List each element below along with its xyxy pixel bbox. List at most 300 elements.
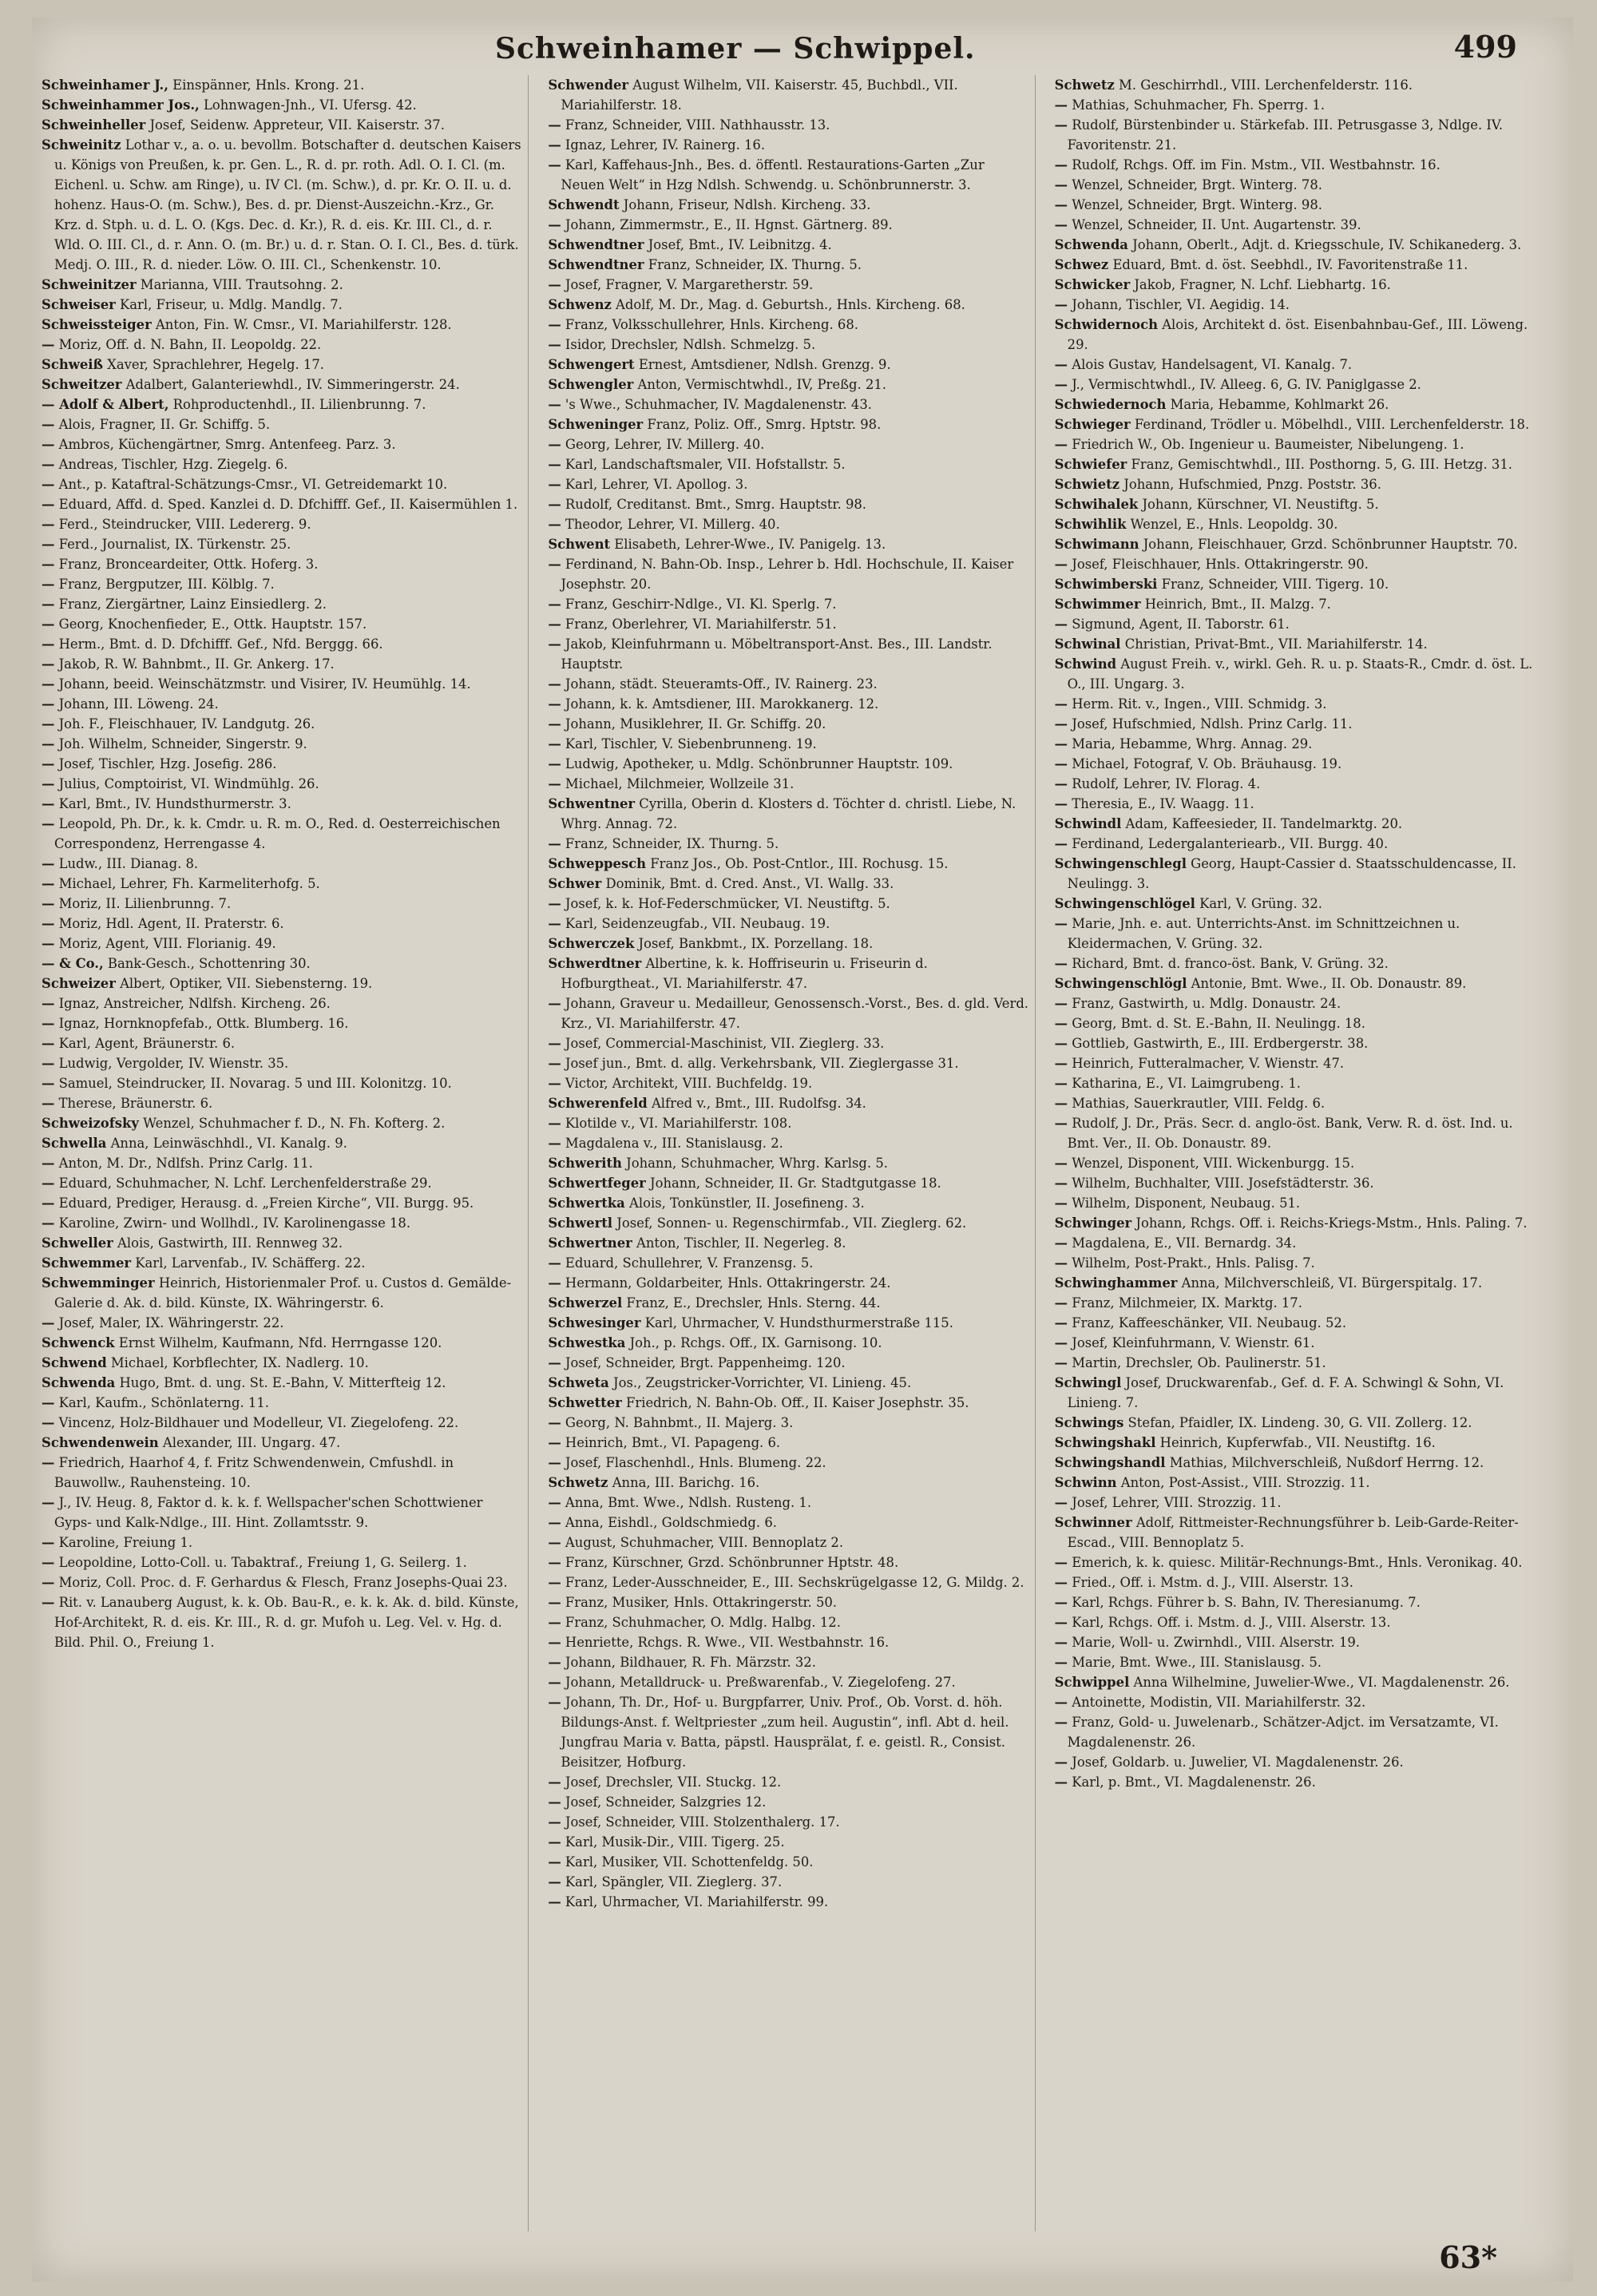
entry-details: Anton, M. Dr., Ndlfsh. Prinz Carlg. 11. bbox=[54, 1156, 313, 1171]
entry-headword: — bbox=[1054, 217, 1068, 232]
entry-headword: Schwertl bbox=[548, 1215, 613, 1231]
entry-details: Heinrich, Historienmaler Prof. u. Custos d. Gemälde-Galerie d. Ak. d. bild. Künste, IX. Währingerstr. 6. bbox=[54, 1275, 512, 1311]
entry-details: Theresia, E., IV. Waagg. 11. bbox=[1068, 796, 1254, 811]
directory-entry bbox=[546, 914, 1029, 934]
entry-details: Johann, städt. Steueramts-Off., IV. Rainerg. 23. bbox=[561, 676, 878, 692]
entry-details: Ignaz, Anstreicher, Ndlfsh. Kircheng. 26. bbox=[54, 996, 331, 1011]
entry-details: Franz Jos., Ob. Post-Cntlor., III. Rochusg. 15. bbox=[646, 856, 949, 871]
entry-headword: Schwent bbox=[548, 537, 611, 552]
entry-details: Adolf, Rittmeister-Rechnungsführer b. Leib-Garde-Reiter-Escad., VIII. Bennoplatz 5. bbox=[1067, 1515, 1519, 1550]
entry-details: M. Geschirrhdl., VIII. Lerchenfelderstr. 116. bbox=[1114, 77, 1413, 93]
entry-details: Josef, Drechsler, VII. Stuckg. 12. bbox=[561, 1775, 782, 1790]
entry-details: Fried., Off. i. Mstm. d. J., VIII. Alserstr. 13. bbox=[1068, 1575, 1353, 1590]
directory-entry bbox=[1053, 255, 1536, 275]
entry-headword: Schwertka bbox=[548, 1196, 625, 1211]
directory-entry bbox=[546, 1053, 1029, 1073]
entry-headword: — bbox=[548, 1056, 561, 1071]
entry-details: Michael, Lehrer, Fh. Karmeliterhofg. 5. bbox=[54, 876, 320, 891]
directory-entry bbox=[40, 954, 523, 974]
directory-entry bbox=[546, 1513, 1029, 1533]
directory-entry bbox=[546, 1433, 1029, 1453]
entry-headword: — bbox=[548, 277, 561, 292]
entry-details: Joh. F., Fleischhauer, IV. Landgutg. 26. bbox=[54, 716, 315, 732]
entry-details: Victor, Architekt, VIII. Buchfeldg. 19. bbox=[561, 1076, 813, 1091]
entry-details: Ferdinand, N. Bahn-Ob. Insp., Lehrer b. Hdl. Hochschule, II. Kaiser Josephstr. 20. bbox=[561, 557, 1014, 592]
directory-entry bbox=[40, 993, 523, 1013]
directory-entry bbox=[546, 874, 1029, 894]
entry-details: Jakob, Kleinfuhrmann u. Möbeltransport-Anst. Bes., III. Landstr. Hauptstr. bbox=[561, 636, 993, 672]
entry-details: Heinrich, Bmt., II. Malzg. 7. bbox=[1140, 597, 1331, 612]
entry-details: Alois, Fragner, II. Gr. Schiffg. 5. bbox=[54, 417, 271, 432]
directory-entry bbox=[1053, 155, 1536, 175]
entry-details: Leopoldine, Lotto-Coll. u. Tabaktraf., Freiung 1, G. Seilerg. 1. bbox=[54, 1555, 467, 1570]
entry-headword: — bbox=[42, 1495, 55, 1510]
entry-details: Christian, Privat-Bmt., VII. Mariahilferstr. 14. bbox=[1120, 636, 1428, 652]
entry-details: Josef, Bankbmt., IX. Porzellang. 18. bbox=[634, 936, 874, 951]
entry-headword: — bbox=[1054, 197, 1068, 212]
entry-headword: — bbox=[1054, 1056, 1068, 1071]
directory-entry bbox=[546, 414, 1029, 434]
directory-entry bbox=[546, 714, 1029, 734]
entry-headword: — bbox=[1054, 1116, 1068, 1131]
directory-entry bbox=[546, 75, 1029, 115]
directory-entry bbox=[1053, 594, 1536, 614]
entry-details: Wilhelm, Buchhalter, VIII. Josefstädterstr. 36. bbox=[1068, 1176, 1374, 1191]
entry-headword: — bbox=[548, 1695, 561, 1710]
entry-details: Theodor, Lehrer, VI. Millerg. 40. bbox=[561, 517, 780, 532]
entry-headword: Schwihalek bbox=[1054, 497, 1139, 512]
entry-headword: — bbox=[42, 936, 55, 951]
directory-entry bbox=[546, 494, 1029, 514]
entry-headword: Schweppesch bbox=[548, 856, 647, 871]
entry-details: Karoline, Zwirn- und Wollhdl., IV. Karolinengasse 18. bbox=[54, 1215, 411, 1231]
entry-headword: — bbox=[42, 1016, 55, 1031]
entry-details: Franz, Bronceardeiter, Ottk. Hoferg. 3. bbox=[54, 557, 319, 572]
page-number: 499 bbox=[1453, 29, 1517, 65]
directory-entry bbox=[546, 335, 1029, 355]
directory-entry bbox=[40, 794, 523, 814]
entry-headword: Schweta bbox=[548, 1375, 609, 1390]
entry-details: Alfred v., Bmt., III. Rudolfsg. 34. bbox=[647, 1096, 866, 1111]
entry-headword: — bbox=[548, 317, 561, 332]
entry-headword: — bbox=[42, 1455, 55, 1470]
entry-details: Michael, Korbflechter, IX. Nadlerg. 10. bbox=[106, 1355, 369, 1370]
directory-entry bbox=[1053, 1293, 1536, 1313]
entry-headword: — bbox=[1054, 1196, 1068, 1211]
entry-details: Franz, Ziergärtner, Lainz Einsiedlerg. 2. bbox=[54, 597, 327, 612]
entry-headword: — bbox=[548, 1515, 561, 1530]
directory-entry bbox=[40, 1093, 523, 1113]
directory-entry bbox=[1053, 414, 1536, 434]
directory-entry bbox=[546, 734, 1029, 754]
directory-entry bbox=[1053, 1493, 1536, 1513]
entry-headword: Schwesinger bbox=[548, 1315, 641, 1330]
entry-headword: Schweiß bbox=[42, 357, 103, 372]
directory-entry bbox=[40, 874, 523, 894]
directory-entry bbox=[40, 115, 523, 135]
entry-headword: — bbox=[548, 836, 561, 851]
entry-details: Ludwig, Vergolder, IV. Wienstr. 35. bbox=[54, 1056, 289, 1071]
directory-entry bbox=[1053, 1672, 1536, 1692]
directory-entry bbox=[546, 1453, 1029, 1473]
entry-details: Heinrich, Kupferwfab., VII. Neustiftg. 16. bbox=[1155, 1435, 1436, 1450]
entry-headword: Schwinal bbox=[1054, 636, 1121, 652]
entry-headword: — bbox=[548, 996, 561, 1011]
directory-entry bbox=[1053, 1712, 1536, 1752]
entry-headword: — bbox=[1054, 1235, 1068, 1251]
directory-entry bbox=[40, 1373, 523, 1393]
directory-entry bbox=[40, 1053, 523, 1073]
directory-entry bbox=[546, 1473, 1029, 1493]
entry-headword: Schwerdtner bbox=[548, 956, 642, 971]
directory-entry bbox=[546, 1193, 1029, 1213]
entry-headword: — bbox=[42, 1415, 55, 1430]
entry-details: Josef, k. k. Hof-Federschmücker, VI. Neustiftg. 5. bbox=[561, 896, 890, 911]
entry-headword: — bbox=[548, 1555, 561, 1570]
entry-details: Mathias, Schuhmacher, Fh. Sperrg. 1. bbox=[1068, 97, 1326, 113]
entry-details: Josef, Schneider, Salzgries 12. bbox=[561, 1794, 767, 1810]
entry-headword: — bbox=[548, 397, 561, 412]
entry-headword: — bbox=[548, 1255, 561, 1271]
directory-entry bbox=[546, 1852, 1029, 1872]
directory-entry bbox=[546, 115, 1029, 135]
entry-headword: — bbox=[1054, 377, 1068, 392]
directory-entry bbox=[40, 1113, 523, 1133]
entry-details: Lothar v., a. o. u. bevollm. Botschafter d. deutschen Kaisers u. Königs von Preußen, k. pr. Gen. L., R. d. pr. roth. Adl. O. I. Cl. (m. Eichenl. u. Schw. am Ringe), u. IV Cl. (m. Schw.), d. pr. Kr. O. II. u. d. hohenz. Haus-O. (m. Schw.), Bes. d. pr. Dienst-Auszeichn.-Krz., Gr. Krz. d. Stph. u. d. L. O. (Kgs. Dec. d. Kr.), R. d. eis. Kr. III. Cl., d. r. Wld. O. III. Cl., d. r. Ann. O. (m. Br.) u. d. r. Stan. O. I. Cl., Bes. d. türk. Medj. O. III., R. d. nieder. Löw. O. III. Cl., Schenkenstr. 10. bbox=[54, 137, 521, 272]
entry-headword: — bbox=[548, 437, 561, 452]
directory-entry bbox=[40, 75, 523, 95]
entry-headword: — bbox=[1054, 617, 1068, 632]
entry-details: Eduard, Affd. d. Sped. Kanzlei d. D. Dfchifff. Gef., II. Kaisermühlen 1. bbox=[54, 497, 518, 512]
entry-headword: — bbox=[1054, 1315, 1068, 1330]
entry-headword: — bbox=[548, 217, 561, 232]
entry-details: Friedrich, N. Bahn-Ob. Off., II. Kaiser Josephstr. 35. bbox=[621, 1395, 969, 1410]
entry-headword: Schwerith bbox=[548, 1156, 622, 1171]
entry-details: Rudolf, Bürstenbinder u. Stärkefab. III. Petrusgasse 3, Ndlge. IV. Favoritenstr. 21. bbox=[1067, 117, 1504, 153]
entry-details: Karl, Kaufm., Schönlaterng. 11. bbox=[54, 1395, 269, 1410]
directory-entry bbox=[40, 974, 523, 993]
directory-entry bbox=[1053, 514, 1536, 534]
entry-details: Karl, p. Bmt., VI. Magdalenenstr. 26. bbox=[1068, 1775, 1316, 1790]
directory-entry bbox=[40, 674, 523, 694]
entry-details: Martin, Drechsler, Ob. Paulinerstr. 51. bbox=[1068, 1355, 1326, 1370]
entry-headword: Schwendtner bbox=[548, 237, 644, 252]
entry-headword: — bbox=[1054, 297, 1068, 312]
entry-headword: — bbox=[548, 497, 561, 512]
entry-headword: — bbox=[1054, 916, 1068, 931]
entry-headword: — bbox=[548, 517, 561, 532]
directory-entry bbox=[1053, 115, 1536, 155]
entry-details: Einspänner, Hnls. Krong. 21. bbox=[168, 77, 365, 93]
entry-details: Therese, Bräunerstr. 6. bbox=[54, 1096, 213, 1111]
entry-details: Franz, Schneider, VIII. Nathhausstr. 13. bbox=[561, 117, 830, 133]
entry-details: Ant., p. Kataftral-Schätzungs-Cmsr., VI. Getreidemarkt 10. bbox=[54, 477, 448, 492]
entry-details: Henriette, Rchgs. R. Wwe., VII. Westbahnstr. 16. bbox=[561, 1635, 890, 1650]
directory-entry bbox=[1053, 1353, 1536, 1373]
directory-entry bbox=[546, 1273, 1029, 1293]
entry-headword: — bbox=[42, 776, 55, 791]
entry-headword: — bbox=[1054, 557, 1068, 572]
entry-headword: — bbox=[1054, 1555, 1068, 1570]
entry-headword: — bbox=[42, 1535, 55, 1550]
entry-details: August Freih. v., wirkl. Geh. R. u. p. Staats-R., Cmdr. d. öst. L. O., III. Ungarg. 3. bbox=[1067, 656, 1533, 692]
directory-entry bbox=[546, 554, 1029, 594]
entry-headword: — bbox=[548, 1495, 561, 1510]
entry-details: Rudolf, Lehrer, IV. Florag. 4. bbox=[1068, 776, 1261, 791]
entry-headword: Schwemminger bbox=[42, 1275, 155, 1291]
entry-headword: — bbox=[1054, 736, 1068, 751]
directory-entry bbox=[1053, 954, 1536, 974]
directory-column-3 bbox=[1053, 75, 1541, 2231]
entry-headword: — bbox=[42, 856, 55, 871]
directory-entry bbox=[40, 434, 523, 454]
entry-details: Josef, Goldarb. u. Juwelier, VI. Magdalenenstr. 26. bbox=[1068, 1755, 1404, 1770]
directory-entry bbox=[1053, 894, 1536, 914]
entry-details: Josef, Sonnen- u. Regenschirmfab., VII. Zieglerg. 62. bbox=[612, 1215, 967, 1231]
entry-headword: Schweinitz bbox=[42, 137, 121, 153]
directory-entry bbox=[40, 1333, 523, 1353]
entry-details: Karoline, Freiung 1. bbox=[54, 1535, 193, 1550]
directory-entry bbox=[1053, 375, 1536, 395]
entry-headword: — bbox=[548, 1595, 561, 1610]
entry-details: Wenzel, Schneider, Brgt. Winterg. 78. bbox=[1068, 177, 1322, 192]
directory-entry bbox=[40, 734, 523, 754]
entry-details: Adalbert, Galanteriewhdl., IV. Simmeringerstr. 24. bbox=[121, 377, 460, 392]
entry-details: Johann, Friseur, Ndlsh. Kircheng. 33. bbox=[619, 197, 871, 212]
entry-headword: — bbox=[548, 617, 561, 632]
directory-entry bbox=[546, 1872, 1029, 1892]
directory-entry bbox=[40, 914, 523, 934]
directory-entry bbox=[40, 1572, 523, 1592]
directory-entry bbox=[546, 1592, 1029, 1612]
directory-entry bbox=[1053, 754, 1536, 774]
entry-headword: — bbox=[42, 337, 55, 352]
entry-details: Rudolf, Creditanst. Bmt., Smrg. Hauptstr. 98. bbox=[561, 497, 867, 512]
entry-details: Josef, Druckwarenfab., Gef. d. F. A. Schwingl & Sohn, VI. Linieng. 7. bbox=[1067, 1375, 1504, 1410]
directory-entry bbox=[1053, 1652, 1536, 1672]
entry-headword: Schwind bbox=[1054, 656, 1117, 672]
entry-headword: — bbox=[548, 457, 561, 472]
directory-entry bbox=[546, 854, 1029, 874]
directory-entry bbox=[40, 514, 523, 534]
entry-headword: — bbox=[1054, 1076, 1068, 1091]
directory-entry bbox=[1053, 95, 1536, 115]
directory-entry bbox=[546, 1113, 1029, 1133]
directory-entry bbox=[546, 1792, 1029, 1812]
entry-details: Johann, Schuhmacher, Whrg. Karlsg. 5. bbox=[621, 1156, 888, 1171]
directory-entry bbox=[546, 1233, 1029, 1253]
entry-details: Franz, Leder-Ausschneider, E., III. Sechskrügelgasse 12, G. Mildg. 2. bbox=[561, 1575, 1024, 1590]
entry-details: Franz, Schneider, IX. Thurng. 5. bbox=[561, 836, 779, 851]
entry-headword: — Adolf & Albert, bbox=[42, 397, 169, 412]
entry-details: Josef jun., Bmt. d. allg. Verkehrsbank, VII. Zieglergasse 31. bbox=[561, 1056, 959, 1071]
entry-headword: — bbox=[1054, 1635, 1068, 1650]
entry-details: Josef, Bmt., IV. Leibnitzg. 4. bbox=[644, 237, 832, 252]
entry-headword: — bbox=[548, 1675, 561, 1690]
entry-headword: — bbox=[548, 1655, 561, 1670]
entry-details: Franz, Kürschner, Grzd. Schönbrunner Hptstr. 48. bbox=[561, 1555, 899, 1570]
entry-details: Anna, Bmt. Wwe., Ndlsh. Rusteng. 1. bbox=[561, 1495, 812, 1510]
directory-entry bbox=[40, 1493, 523, 1533]
directory-entry bbox=[1053, 1772, 1536, 1792]
entry-details: Richard, Bmt. d. franco-öst. Bank, V. Grüng. 32. bbox=[1068, 956, 1389, 971]
entry-headword: — bbox=[1054, 796, 1068, 811]
directory-entry bbox=[1053, 1612, 1536, 1632]
directory-entry bbox=[1053, 215, 1536, 235]
directory-entry bbox=[1053, 694, 1536, 714]
entry-details: Johann, Tischler, VI. Aegidig. 14. bbox=[1068, 297, 1290, 312]
directory-entry bbox=[546, 954, 1029, 993]
entry-headword: — bbox=[1054, 1176, 1068, 1191]
entry-headword: — bbox=[548, 1775, 561, 1790]
directory-entry bbox=[40, 714, 523, 734]
entry-headword: — bbox=[42, 1196, 55, 1211]
entry-headword: — bbox=[1054, 177, 1068, 192]
entry-headword: Schwinghammer bbox=[1054, 1275, 1178, 1291]
directory-entry bbox=[546, 1533, 1029, 1552]
directory-entry bbox=[1053, 1253, 1536, 1273]
entry-headword: — bbox=[42, 636, 55, 652]
directory-entry bbox=[546, 1892, 1029, 1912]
directory-column-1 bbox=[40, 75, 529, 2231]
directory-entry bbox=[40, 534, 523, 554]
entry-headword: Schweizofsky bbox=[42, 1116, 139, 1131]
entry-details: Johann, III. Löweng. 24. bbox=[54, 696, 219, 712]
directory-entry bbox=[1053, 1113, 1536, 1153]
entry-details: Wenzel, E., Hnls. Leopoldg. 30. bbox=[1126, 517, 1338, 532]
directory-entry bbox=[1053, 574, 1536, 594]
entry-headword: Schwer bbox=[548, 876, 602, 891]
entry-details: Eduard, Schullehrer, V. Franzensg. 5. bbox=[561, 1255, 814, 1271]
directory-entry bbox=[546, 934, 1029, 954]
entry-details: Anton, Fin. W. Cmsr., VI. Mariahilferstr. 128. bbox=[151, 317, 452, 332]
entry-headword: — bbox=[1054, 1595, 1068, 1610]
directory-entry bbox=[1053, 993, 1536, 1013]
entry-details: Josef, Flaschenhdl., Hnls. Blumeng. 22. bbox=[561, 1455, 826, 1470]
entry-headword: Schwentner bbox=[548, 796, 636, 811]
directory-entry bbox=[546, 694, 1029, 714]
directory-entry bbox=[1053, 1053, 1536, 1073]
entry-details: Franz, Oberlehrer, VI. Mariahilferstr. 51. bbox=[561, 617, 837, 632]
directory-entry bbox=[1053, 494, 1536, 514]
directory-entry bbox=[1053, 1752, 1536, 1772]
entry-headword: — bbox=[548, 1874, 561, 1890]
entry-details: Jakob, R. W. Bahnbmt., II. Gr. Ankerg. 17. bbox=[54, 656, 335, 672]
entry-details: Karl, Friseur, u. Mdlg. Mandlg. 7. bbox=[115, 297, 343, 312]
entry-details: Ludwig, Apotheker, u. Mdlg. Schönbrunner Hauptstr. 109. bbox=[561, 756, 953, 771]
entry-headword: — bbox=[1054, 1355, 1068, 1370]
entry-headword: — bbox=[42, 816, 55, 831]
entry-headword: Schwenck bbox=[42, 1335, 115, 1350]
directory-entry bbox=[40, 1313, 523, 1333]
entry-details: Johann, Fleischhauer, Grzd. Schönbrunner Hauptstr. 70. bbox=[1139, 537, 1518, 552]
entry-headword: Schwez bbox=[1054, 257, 1109, 272]
entry-headword: — bbox=[1054, 1495, 1068, 1510]
entry-details: Marie, Woll- u. Zwirnhdl., VIII. Alserstr. 19. bbox=[1068, 1635, 1361, 1650]
entry-details: Wenzel, Schuhmacher f. D., N. Fh. Kofterg. 2. bbox=[138, 1116, 446, 1131]
entry-headword: — bbox=[42, 716, 55, 732]
entry-headword: — bbox=[42, 497, 55, 512]
entry-details: Karl, Rchgs. Führer b. S. Bahn, IV. Theresianumg. 7. bbox=[1068, 1595, 1421, 1610]
entry-headword: — bbox=[42, 696, 55, 712]
entry-headword: — bbox=[1054, 1615, 1068, 1630]
directory-entry bbox=[1053, 1513, 1536, 1552]
directory-entry bbox=[546, 754, 1029, 774]
directory-entry bbox=[40, 594, 523, 614]
entry-details: Karl, Uhrmacher, VI. Mariahilferstr. 99. bbox=[561, 1894, 829, 1909]
directory-entry bbox=[546, 894, 1029, 914]
entry-details: Rohproductenhdl., II. Lilienbrunng. 7. bbox=[168, 397, 426, 412]
entry-details: August Wilhelm, VII. Kaiserstr. 45, Buchbdl., VII. Mariahilferstr. 18. bbox=[561, 77, 958, 113]
entry-details: Ignaz, Hornknopfefab., Ottk. Blumberg. 16. bbox=[54, 1016, 349, 1031]
entry-details: Franz, Poliz. Off., Smrg. Hptstr. 98. bbox=[643, 417, 882, 432]
entry-details: Wenzel, Schneider, Brgt. Winterg. 98. bbox=[1068, 197, 1322, 212]
entry-details: Ernest, Amtsdiener, Ndlsh. Grenzg. 9. bbox=[634, 357, 891, 372]
entry-details: Karl, V. Grüng. 32. bbox=[1195, 896, 1322, 911]
entry-headword: — bbox=[1054, 97, 1068, 113]
entry-headword: Schwihlik bbox=[1054, 517, 1127, 532]
entry-headword: Schweninger bbox=[548, 417, 644, 432]
directory-entry bbox=[1053, 734, 1536, 754]
directory-entry bbox=[1053, 1373, 1536, 1413]
entry-details: Emerich, k. k. quiesc. Militär-Rechnungs-Bmt., Hnls. Veronikag. 40. bbox=[1068, 1555, 1523, 1570]
entry-headword: — bbox=[548, 477, 561, 492]
entry-headword: — bbox=[42, 437, 55, 452]
entry-headword: Schwetz bbox=[1054, 77, 1115, 93]
entry-details: Antonie, Bmt. Wwe., II. Ob. Donaustr. 89. bbox=[1187, 976, 1467, 991]
entry-details: Isidor, Drechsler, Ndlsh. Schmelzg. 5. bbox=[561, 337, 816, 352]
entry-headword: — bbox=[42, 1156, 55, 1171]
entry-headword: — bbox=[548, 1455, 561, 1470]
entry-headword: — bbox=[548, 1794, 561, 1810]
entry-headword: Schwingenschlögl bbox=[1054, 976, 1187, 991]
directory-entry bbox=[40, 654, 523, 674]
directory-entry bbox=[546, 375, 1029, 395]
entry-headword: — bbox=[42, 756, 55, 771]
entry-headword: — bbox=[548, 137, 561, 153]
entry-headword: Schwimberski bbox=[1054, 577, 1158, 592]
directory-entry bbox=[1053, 1193, 1536, 1213]
entry-headword: — bbox=[1054, 1096, 1068, 1111]
directory-entry bbox=[40, 395, 523, 414]
directory-entry bbox=[546, 195, 1029, 215]
entry-details: Josef, Seidenw. Appreteur, VII. Kaiserstr. 37. bbox=[145, 117, 445, 133]
directory-entry bbox=[40, 454, 523, 474]
entry-headword: — bbox=[42, 1315, 55, 1330]
directory-entry bbox=[546, 1772, 1029, 1792]
entry-details: Andreas, Tischler, Hzg. Ziegelg. 6. bbox=[54, 457, 288, 472]
entry-details: Leopold, Ph. Dr., k. k. Cmdr. u. R. m. O., Red. d. Oesterreichischen Correspondenz, Herrengasse 4. bbox=[54, 816, 501, 851]
directory-entry bbox=[546, 454, 1029, 474]
entry-details: Franz, Kaffeeschänker, VII. Neubaug. 52. bbox=[1068, 1315, 1347, 1330]
entry-headword: Schwemmer bbox=[42, 1255, 132, 1271]
entry-headword: — bbox=[42, 996, 55, 1011]
entry-details: Franz, Schneider, IX. Thurng. 5. bbox=[644, 257, 862, 272]
entry-details: Josef, Fragner, V. Margaretherstr. 59. bbox=[561, 277, 814, 292]
entry-headword: Schweiser bbox=[42, 297, 116, 312]
directory-entry bbox=[546, 1612, 1029, 1632]
entry-headword: — bbox=[1054, 716, 1068, 732]
entry-details: Josef, Lehrer, VIII. Strozzig. 11. bbox=[1068, 1495, 1282, 1510]
directory-entry bbox=[40, 1173, 523, 1193]
entry-details: Anna, Eishdl., Goldschmiedg. 6. bbox=[561, 1515, 777, 1530]
entry-details: Mathias, Milchverschleiß, Nußdorf Herrng. 12. bbox=[1165, 1455, 1484, 1470]
entry-details: Josef, Hufschmied, Ndlsh. Prinz Carlg. 11. bbox=[1068, 716, 1353, 732]
entry-details: Ignaz, Lehrer, IV. Rainerg. 16. bbox=[561, 137, 766, 153]
directory-entry bbox=[1053, 75, 1536, 95]
directory-entry bbox=[40, 1393, 523, 1413]
directory-entry bbox=[40, 1273, 523, 1313]
